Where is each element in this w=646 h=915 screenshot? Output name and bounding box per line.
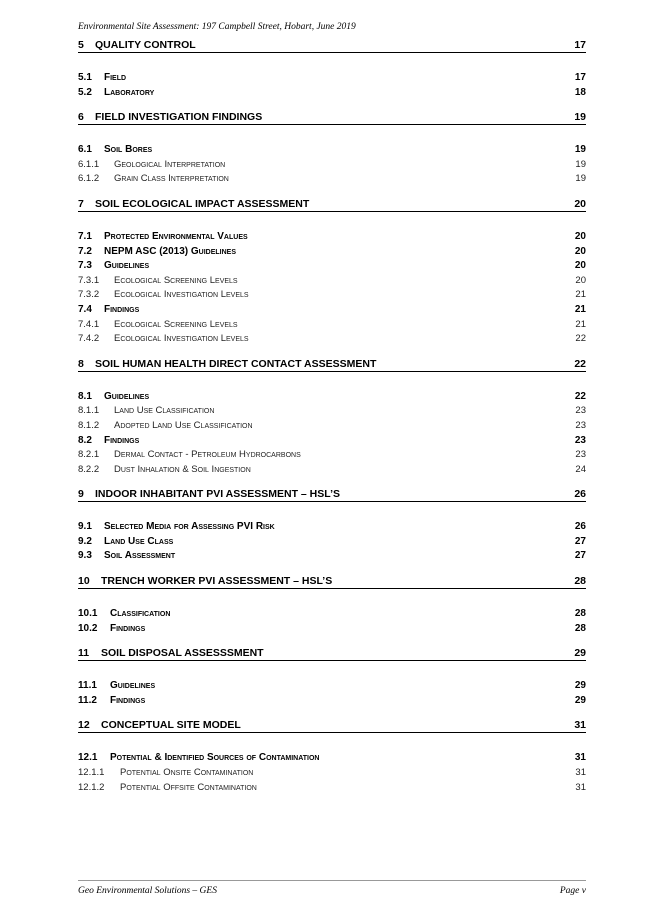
- toc-entry-number: 7.3.1: [78, 274, 100, 286]
- toc-entry-title: NEPM ASC (2013) Guidelines: [104, 245, 236, 257]
- toc-entry-title: Land Use Classification: [114, 405, 215, 417]
- toc-entry-page: 31: [574, 752, 586, 764]
- toc-entry-page: 29: [574, 694, 586, 706]
- toc-entry-number: 11: [78, 647, 90, 660]
- toc-entry-number: 8: [78, 357, 84, 370]
- toc-entry-number: 6: [78, 111, 84, 124]
- toc-entry-page: 21: [575, 289, 586, 301]
- toc-entry-number: 8.1.1: [78, 405, 100, 417]
- toc-section-entry[interactable]: [78, 434, 586, 449]
- running-header: Environmental Site Assessment: 197 Campbell Street, Hobart, June 2019: [78, 22, 356, 32]
- toc-entry-page: 21: [575, 318, 586, 330]
- toc-entry-page: 18: [574, 86, 586, 98]
- toc-entry-number: 7.1: [78, 230, 92, 242]
- toc-entry-title: Guidelines: [110, 680, 156, 692]
- toc-section-entry[interactable]: [78, 694, 586, 709]
- toc-spacer: [78, 505, 586, 520]
- toc-entry-title: Findings: [104, 303, 140, 315]
- toc-section-entry[interactable]: [78, 230, 586, 245]
- toc-gap: [78, 477, 586, 487]
- toc-entry-number: 12.1: [78, 752, 98, 764]
- toc-gap: [78, 564, 586, 574]
- toc-entry-number: 7.2: [78, 245, 92, 257]
- toc-entry-page: 23: [575, 419, 586, 431]
- toc-entry-page: 20: [574, 230, 586, 242]
- toc-entry-number: 8.2.2: [78, 463, 100, 475]
- toc-sub-entry[interactable]: [78, 332, 586, 347]
- toc-entry-number: 7: [78, 197, 84, 210]
- toc-entry-title: Ecological Screening Levels: [114, 318, 238, 330]
- toc-entry-page: 28: [574, 608, 586, 620]
- toc-section-entry[interactable]: [78, 71, 586, 86]
- toc-entry-page: 22: [574, 390, 586, 402]
- toc-entry-title: Ecological Screening Levels: [114, 274, 238, 286]
- toc-gap: [78, 100, 586, 110]
- toc-entry-title: Classification: [110, 608, 171, 620]
- toc-chapter-entry[interactable]: [78, 197, 586, 215]
- toc-entry-title: TRENCH WORKER PVI ASSESSMENT – HSL’S: [101, 575, 333, 588]
- toc-gap: [78, 187, 586, 197]
- toc-sub-entry[interactable]: [78, 288, 586, 303]
- toc-entry-number: 6.1.1: [78, 158, 100, 170]
- toc-entry-title: Guidelines: [104, 390, 150, 402]
- toc-entry-number: 9: [78, 488, 84, 501]
- toc-entry-page: 17: [574, 39, 586, 51]
- page-number: Page v: [559, 886, 586, 896]
- toc-entry-title: FIELD INVESTIGATION FINDINGS: [95, 111, 263, 124]
- toc-entry-number: 9.1: [78, 521, 92, 533]
- toc-entry-page: 28: [574, 575, 586, 588]
- toc-entry-page: 20: [575, 274, 586, 286]
- toc-entry-number: 10: [78, 575, 90, 588]
- toc-entry-number: 8.1: [78, 390, 92, 402]
- toc-spacer: [78, 375, 586, 390]
- toc-chapter-entry[interactable]: [78, 110, 586, 128]
- toc-entry-title: Potential & Identified Sources of Contamination: [110, 752, 320, 764]
- toc-entry-page: 23: [575, 405, 586, 417]
- toc-entry-number: 9.2: [78, 535, 92, 547]
- toc-entry-title: Guidelines: [104, 260, 150, 272]
- toc-entry-page: 20: [574, 260, 586, 272]
- toc-entry-number: 5.2: [78, 86, 92, 98]
- toc-entry-page: 31: [575, 767, 586, 779]
- toc-entry-number: 7.4.1: [78, 318, 100, 330]
- running-footer: Geo Environmental Solutions – GES: [78, 886, 217, 896]
- toc-entry-title: Adopted Land Use Classification: [114, 419, 253, 431]
- toc-entry-number: 8.2.1: [78, 449, 100, 461]
- toc-entry-title: Protected Environmental Values: [104, 230, 248, 242]
- toc-entry-title: Grain Class Interpretation: [114, 173, 229, 185]
- toc-sub-entry[interactable]: [78, 448, 586, 463]
- toc-entry-title: Potential Offsite Contamination: [120, 781, 257, 793]
- toc-entry-number: 11.2: [78, 694, 97, 706]
- toc-sub-entry[interactable]: [78, 781, 586, 796]
- toc-entry-title: Findings: [110, 622, 146, 634]
- toc-section-entry[interactable]: [78, 259, 586, 274]
- toc-section-entry[interactable]: [78, 303, 586, 318]
- toc-entry-number: 5: [78, 39, 84, 51]
- toc-entry-title: QUALITY CONTROL: [95, 39, 196, 51]
- toc-entry-page: 27: [574, 535, 586, 547]
- toc-section-entry[interactable]: [78, 535, 586, 550]
- toc-entry-title: Geological Interpretation: [114, 158, 226, 170]
- toc-entry-page: 23: [575, 449, 586, 461]
- toc-entry-title: SOIL ECOLOGICAL IMPACT ASSESSMENT: [95, 197, 310, 210]
- toc-entry-page: 20: [574, 197, 586, 210]
- toc-entry-page: 22: [575, 333, 586, 345]
- toc-entry-title: Soil Bores: [104, 144, 153, 156]
- toc-section-entry[interactable]: [78, 549, 586, 564]
- toc-chapter-entry[interactable]: [78, 487, 586, 505]
- toc-sub-entry[interactable]: [78, 274, 586, 289]
- toc-entry-number: 8.1.2: [78, 419, 100, 431]
- toc-entry-page: 31: [574, 719, 586, 732]
- toc-entry-title: Ecological Investigation Levels: [114, 333, 249, 345]
- toc-entry-number: 10.2: [78, 622, 98, 634]
- toc-entry-page: 27: [574, 550, 586, 562]
- toc-entry-number: 8.2: [78, 434, 92, 446]
- toc-entry-title: Potential Onsite Contamination: [120, 767, 254, 779]
- toc-entry-number: 7.4.2: [78, 333, 100, 345]
- toc-entry-number: 7.4: [78, 303, 92, 315]
- toc-entry-title: Dust Inhalation & Soil Ingestion: [114, 463, 251, 475]
- toc-entry-title: SOIL HUMAN HEALTH DIRECT CONTACT ASSESSMENT: [95, 357, 377, 370]
- toc-entry-number: 12.1.1: [78, 767, 105, 779]
- toc-chapter-entry[interactable]: [78, 38, 586, 56]
- toc-chapter-entry[interactable]: [78, 357, 586, 375]
- toc-sub-entry[interactable]: [78, 404, 586, 419]
- toc-spacer: [78, 215, 586, 230]
- toc-entry-number: 6.1.2: [78, 173, 100, 185]
- toc-sub-entry[interactable]: [78, 172, 586, 187]
- toc-spacer: [78, 128, 586, 143]
- toc-entry-page: 31: [575, 781, 586, 793]
- toc-chapter-entry[interactable]: [78, 718, 586, 736]
- toc-section-entry[interactable]: [78, 679, 586, 694]
- toc-entry-title: Ecological Investigation Levels: [114, 289, 249, 301]
- toc-entry-title: CONCEPTUAL SITE MODEL: [101, 719, 241, 732]
- toc-entry-title: Dermal Contact - Petroleum Hydrocarbons: [114, 449, 301, 461]
- toc-entry-number: 11.1: [78, 680, 97, 692]
- toc-section-entry[interactable]: [78, 751, 586, 766]
- toc-chapter-entry[interactable]: [78, 574, 586, 592]
- toc-entry-page: 21: [574, 303, 586, 315]
- toc-spacer: [78, 664, 586, 679]
- toc-entry-title: Laboratory: [104, 86, 155, 98]
- toc-entry-title: Selected Media for Assessing PVI Risk: [104, 521, 275, 533]
- toc-entry-page: 19: [575, 173, 586, 185]
- toc-entry-title: Findings: [104, 434, 140, 446]
- toc-entry-title: Land Use Class: [104, 535, 174, 547]
- toc-entry-page: 24: [575, 463, 586, 475]
- toc-entry-title: Field: [104, 72, 127, 83]
- toc-entry-number: 6.1: [78, 144, 92, 156]
- toc-entry-title: SOIL DISPOSAL ASSESSSMENT: [101, 647, 264, 660]
- toc-entry-page: 19: [574, 144, 586, 156]
- toc-entry-number: 5.1: [78, 72, 92, 83]
- toc-section-entry[interactable]: [78, 607, 586, 622]
- toc-entry-page: 29: [574, 647, 586, 660]
- toc-sub-entry[interactable]: [78, 766, 586, 781]
- toc-spacer: [78, 56, 586, 71]
- toc-entry-page: 17: [574, 72, 586, 83]
- toc-entry-page: 19: [575, 158, 586, 170]
- toc-entry-title: Findings: [110, 694, 146, 706]
- toc-entry-page: 26: [574, 521, 586, 533]
- toc-section-entry[interactable]: [78, 86, 586, 101]
- toc-section-entry[interactable]: [78, 390, 586, 405]
- toc-chapter-entry[interactable]: [78, 646, 586, 664]
- toc-sub-entry[interactable]: [78, 158, 586, 173]
- table-of-contents: [78, 38, 586, 795]
- toc-sub-entry[interactable]: [78, 419, 586, 434]
- toc-entry-page: 28: [574, 622, 586, 634]
- toc-sub-entry[interactable]: [78, 463, 586, 478]
- toc-entry-number: 10.1: [78, 608, 98, 620]
- footer-divider: [78, 880, 586, 881]
- toc-entry-title: INDOOR INHABITANT PVI ASSESSMENT – HSL’S: [95, 488, 341, 501]
- toc-entry-page: 26: [574, 488, 586, 501]
- toc-gap: [78, 347, 586, 357]
- toc-section-entry[interactable]: [78, 622, 586, 637]
- toc-section-entry[interactable]: [78, 143, 586, 158]
- toc-entry-page: 23: [574, 434, 586, 446]
- toc-section-entry[interactable]: [78, 520, 586, 535]
- toc-entry-number: 9.3: [78, 550, 92, 562]
- toc-entry-title: Soil Assessment: [104, 550, 176, 562]
- toc-gap: [78, 708, 586, 718]
- toc-section-entry[interactable]: [78, 245, 586, 260]
- toc-entry-number: 7.3.2: [78, 289, 100, 301]
- toc-spacer: [78, 736, 586, 751]
- toc-entry-number: 12: [78, 719, 90, 732]
- toc-gap: [78, 636, 586, 646]
- toc-entry-number: 7.3: [78, 260, 92, 272]
- toc-entry-number: 12.1.2: [78, 781, 105, 793]
- toc-spacer: [78, 592, 586, 607]
- toc-entry-page: 29: [574, 680, 586, 692]
- toc-entry-page: 19: [574, 111, 586, 124]
- toc-entry-page: 20: [574, 245, 586, 257]
- toc-sub-entry[interactable]: [78, 318, 586, 333]
- toc-entry-page: 22: [574, 357, 586, 370]
